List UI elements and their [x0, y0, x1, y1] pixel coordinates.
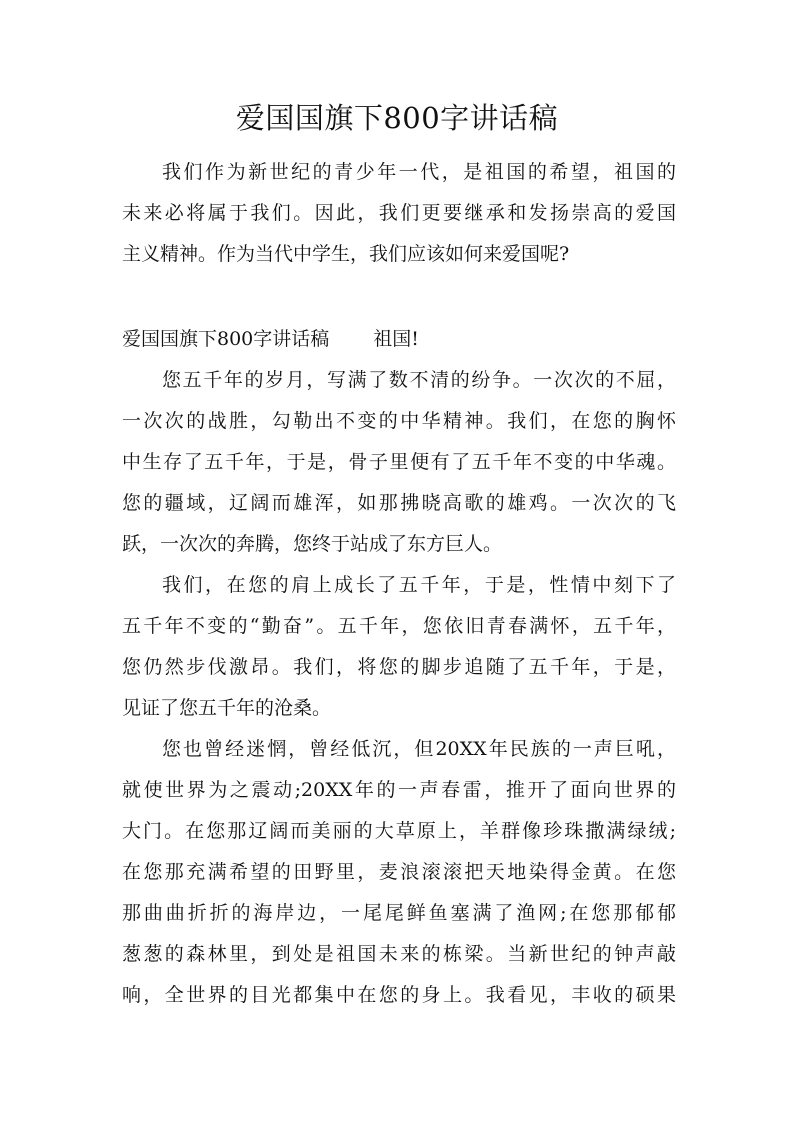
- text-line: 葱葱的森林里，到处是祖国未来的栋梁。当新世纪的钟声敲: [122, 943, 676, 965]
- text-line: 您仍然步伐激昂。我们，将您的脚步追随了五千年，于是，: [122, 656, 676, 678]
- paragraph-gap: [122, 275, 676, 319]
- text-line: 您的疆域，辽阔而雄浑，如那拂晓高歌的雄鸡。一次次的飞: [122, 492, 676, 514]
- intro-paragraph: [122, 152, 676, 275]
- document-title: 爱国国旗下800字讲话稿: [235, 101, 559, 135]
- section-heading: [122, 319, 676, 360]
- text-line: 五千年不变的“勤奋”。五千年，您依旧青春满怀，五千年，: [122, 615, 676, 637]
- section-heading-title: 爱国国旗下800字讲话稿: [122, 328, 330, 350]
- text-line: 一次次的战胜，勾勒出不变的中华精神。我们，在您的胸怀: [122, 410, 676, 432]
- text-line: 跃，一次次的奔腾，您终于站成了东方巨人。: [122, 533, 503, 555]
- paragraph-2: [122, 565, 676, 729]
- text-line: 就使世界为之震动;20XX年的一声春雷，推开了面向世界的: [122, 779, 676, 801]
- greeting: 祖国!: [373, 328, 419, 350]
- text-line: 您五千年的岁月，写满了数不清的纷争。一次次的不屈，: [162, 369, 676, 391]
- paragraph-3: [122, 729, 676, 1016]
- text-line: 未来必将属于我们。因此，我们更要继承和发扬崇高的爱国: [122, 202, 676, 224]
- text-line: 见证了您五千年的沧桑。: [122, 697, 332, 719]
- text-line: 响，全世界的目光都集中在您的身上。我看见，丰收的硕果: [122, 984, 676, 1006]
- text-line: 在您那充满希望的田野里，麦浪滚滚把天地染得金黄。在您: [122, 861, 676, 883]
- text-line: 中生存了五千年，于是，骨子里便有了五千年不变的中华魂。: [122, 451, 676, 473]
- text-line: 主义精神。作为当代中学生，我们应该如何来爱国呢?: [122, 243, 570, 265]
- document-body: [122, 152, 676, 1016]
- text-line: 我们作为新世纪的青少年一代，是祖国的希望，祖国的: [162, 161, 676, 183]
- text-line: 我们，在您的肩上成长了五千年，于是，性情中刻下了: [162, 574, 676, 596]
- text-line: 大门。在您那辽阔而美丽的大草原上，羊群像珍珠撒满绿绒;: [122, 820, 676, 842]
- paragraph-1: [122, 360, 676, 565]
- text-line: 您也曾经迷惘，曾经低沉，但20XX年民族的一声巨吼，: [162, 738, 676, 760]
- text-line: 那曲曲折折的海岸边，一尾尾鲜鱼塞满了渔网;在您那郁郁: [122, 902, 676, 924]
